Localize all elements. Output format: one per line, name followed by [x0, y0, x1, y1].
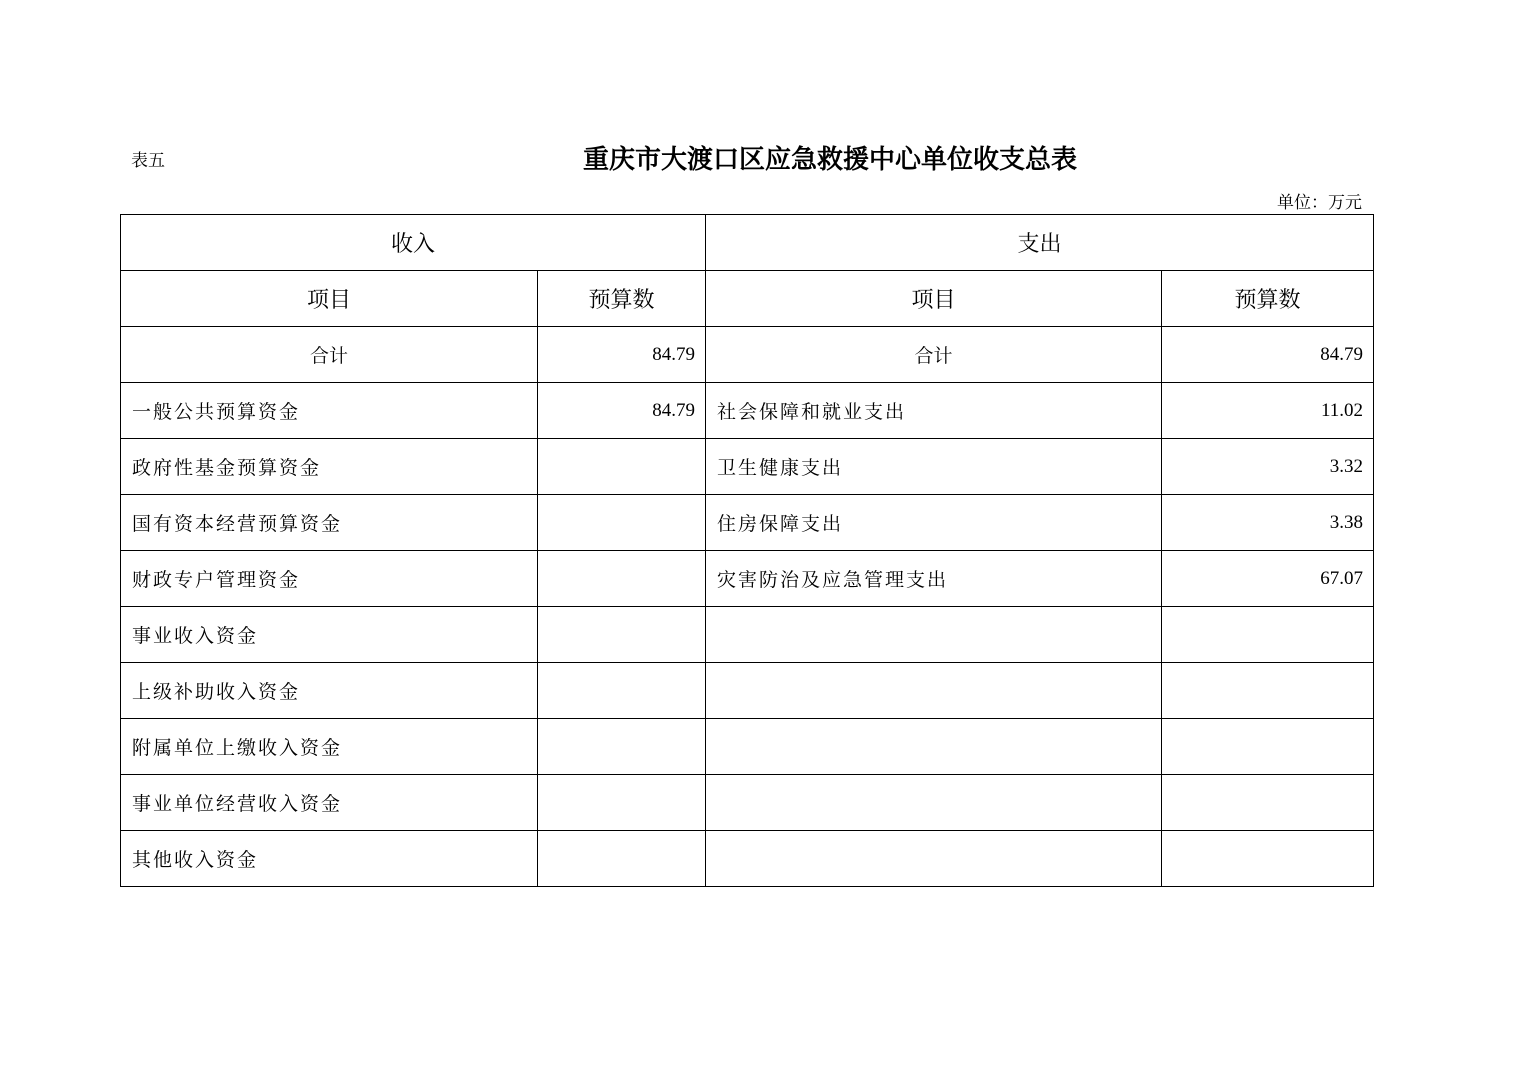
table-row	[121, 383, 1374, 439]
expense-value: 67.07	[1162, 551, 1374, 607]
income-value	[538, 663, 706, 719]
expense-value	[1162, 607, 1374, 663]
income-item: 财政专户管理资金	[121, 551, 538, 607]
expense-item	[706, 663, 1162, 719]
expense-value: 3.38	[1162, 495, 1374, 551]
table-row	[121, 551, 1374, 607]
income-total-value: 84.79	[538, 327, 706, 383]
table-row	[121, 831, 1374, 887]
expense-item	[706, 831, 1162, 887]
table-row	[121, 719, 1374, 775]
income-item: 上级补助收入资金	[121, 663, 538, 719]
expense-item	[706, 719, 1162, 775]
table-number: 表五	[131, 151, 165, 171]
expense-total-value: 84.79	[1162, 327, 1374, 383]
expense-value	[1162, 663, 1374, 719]
table-row	[121, 439, 1374, 495]
income-item: 事业单位经营收入资金	[121, 775, 538, 831]
column-header-row	[121, 271, 1374, 327]
expense-value	[1162, 775, 1374, 831]
budget-table	[120, 214, 1374, 887]
table-row	[121, 663, 1374, 719]
expense-header: 支出	[706, 215, 1374, 271]
expense-item: 卫生健康支出	[706, 439, 1162, 495]
expense-total-label: 合计	[706, 327, 1162, 383]
income-item: 事业收入资金	[121, 607, 538, 663]
expense-value: 3.32	[1162, 439, 1374, 495]
expense-value	[1162, 831, 1374, 887]
expense-item: 住房保障支出	[706, 495, 1162, 551]
income-item-col-header: 项目	[121, 271, 538, 327]
income-value: 84.79	[538, 383, 706, 439]
expense-item: 社会保障和就业支出	[706, 383, 1162, 439]
income-header: 收入	[121, 215, 706, 271]
section-header-row	[121, 215, 1374, 271]
expense-item	[706, 607, 1162, 663]
income-item: 附属单位上缴收入资金	[121, 719, 538, 775]
total-row	[121, 327, 1374, 383]
income-item: 政府性基金预算资金	[121, 439, 538, 495]
income-value	[538, 775, 706, 831]
income-value	[538, 439, 706, 495]
unit-label: 单位：万元	[1277, 193, 1362, 213]
income-value	[538, 495, 706, 551]
income-item: 一般公共预算资金	[121, 383, 538, 439]
table-row	[121, 607, 1374, 663]
table-row	[121, 775, 1374, 831]
expense-item	[706, 775, 1162, 831]
income-item: 其他收入资金	[121, 831, 538, 887]
expense-item-col-header: 项目	[706, 271, 1162, 327]
income-value	[538, 831, 706, 887]
expense-value: 11.02	[1162, 383, 1374, 439]
table-row	[121, 495, 1374, 551]
income-item: 国有资本经营预算资金	[121, 495, 538, 551]
expense-item: 灾害防治及应急管理支出	[706, 551, 1162, 607]
expense-budget-col-header: 预算数	[1162, 271, 1374, 327]
page-title: 重庆市大渡口区应急救援中心单位收支总表	[583, 145, 1078, 175]
expense-value	[1162, 719, 1374, 775]
income-value	[538, 607, 706, 663]
income-budget-col-header: 预算数	[538, 271, 706, 327]
income-value	[538, 551, 706, 607]
income-value	[538, 719, 706, 775]
income-total-label: 合计	[121, 327, 538, 383]
